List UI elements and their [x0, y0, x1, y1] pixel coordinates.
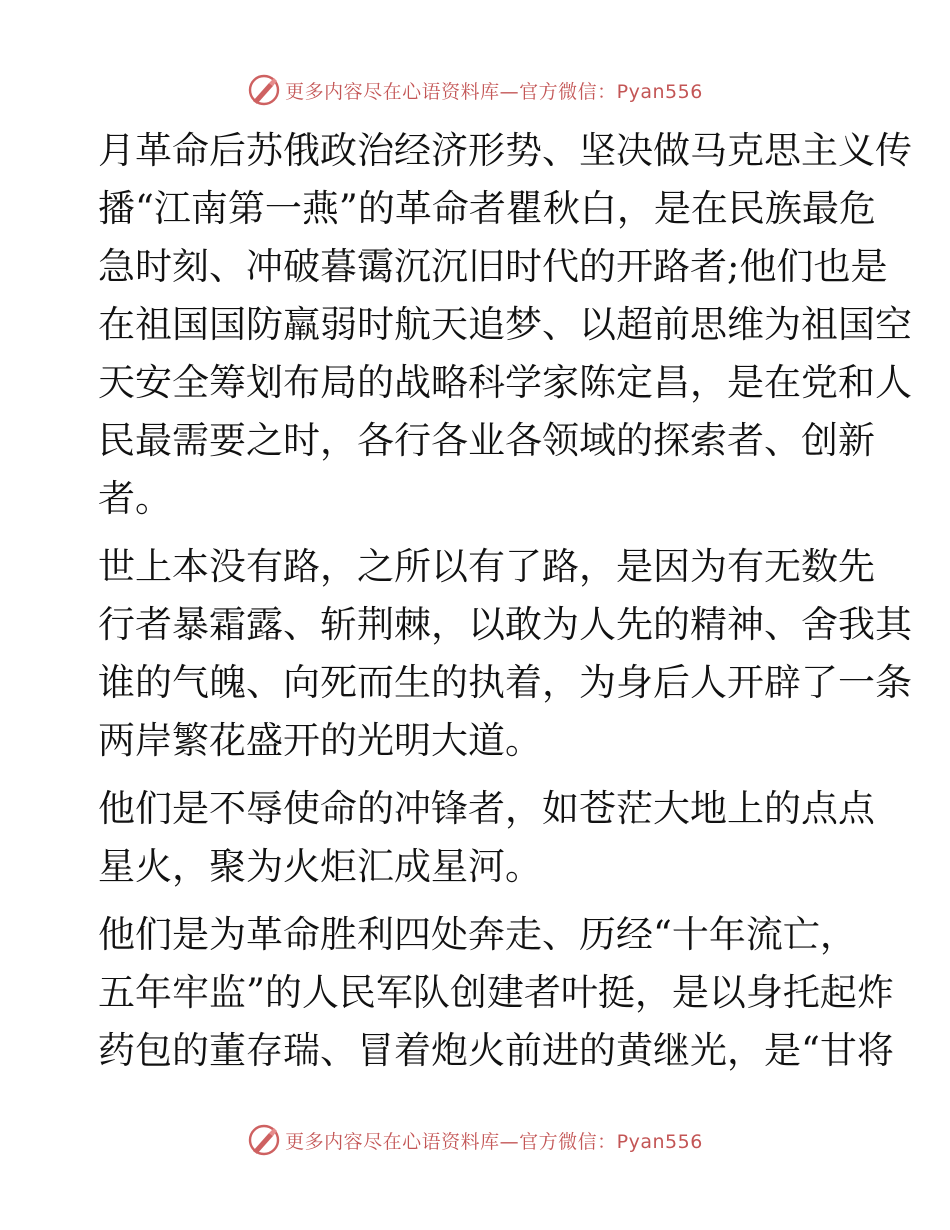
watermark-header [0, 70, 950, 110]
watermark-footer [0, 1120, 950, 1160]
text-line: 谁的气魄、向死而生的执着，为身后人开辟了一条 [98, 661, 912, 704]
text-line: 者。 [98, 477, 172, 520]
pen-logo-icon [247, 73, 281, 107]
paragraph-4 [98, 906, 894, 1080]
text-line: 急时刻、冲破暮霭沉沉旧时代的开路者;他们也是 [98, 245, 888, 288]
watermark-text: 更多内容尽在心语资料库—官方微信：Pyan556 [285, 1130, 703, 1153]
text-line: 星火，聚为火炬汇成星河。 [98, 845, 542, 888]
text-line: 他们是为革命胜利四处奔走、历经“十年流亡， [98, 913, 857, 956]
text-line: 播“江南第一燕”的革命者瞿秋白，是在民族最危 [98, 187, 876, 230]
paragraph-3 [98, 780, 875, 896]
text-line: 行者暴霜露、斩荆棘，以敢为人先的精神、舍我其 [98, 603, 912, 646]
text-line: 天安全筹划布局的战略科学家陈定昌，是在党和人 [98, 361, 912, 404]
text-line: 两岸繁花盛开的光明大道。 [98, 719, 542, 762]
text-line: 五年牢监”的人民军队创建者叶挺，是以身托起炸 [98, 971, 894, 1014]
paragraph-2 [98, 538, 912, 770]
text-line: 药包的董存瑞、冒着炮火前进的黄继光，是“甘将 [98, 1029, 894, 1072]
text-line: 世上本没有路，之所以有了路，是因为有无数先 [98, 545, 875, 588]
document-body [98, 122, 912, 1090]
text-line: 在祖国国防羸弱时航天追梦、以超前思维为祖国空 [98, 303, 912, 346]
text-line: 月革命后苏俄政治经济形势、坚决做马克思主义传 [98, 129, 912, 172]
text-line: 他们是不辱使命的冲锋者，如苍茫大地上的点点 [98, 787, 875, 830]
text-line: 民最需要之时，各行各业各领域的探索者、创新 [98, 419, 875, 462]
pen-logo-icon [247, 1123, 281, 1157]
paragraph-1 [98, 122, 912, 528]
watermark-text: 更多内容尽在心语资料库—官方微信：Pyan556 [285, 80, 703, 103]
